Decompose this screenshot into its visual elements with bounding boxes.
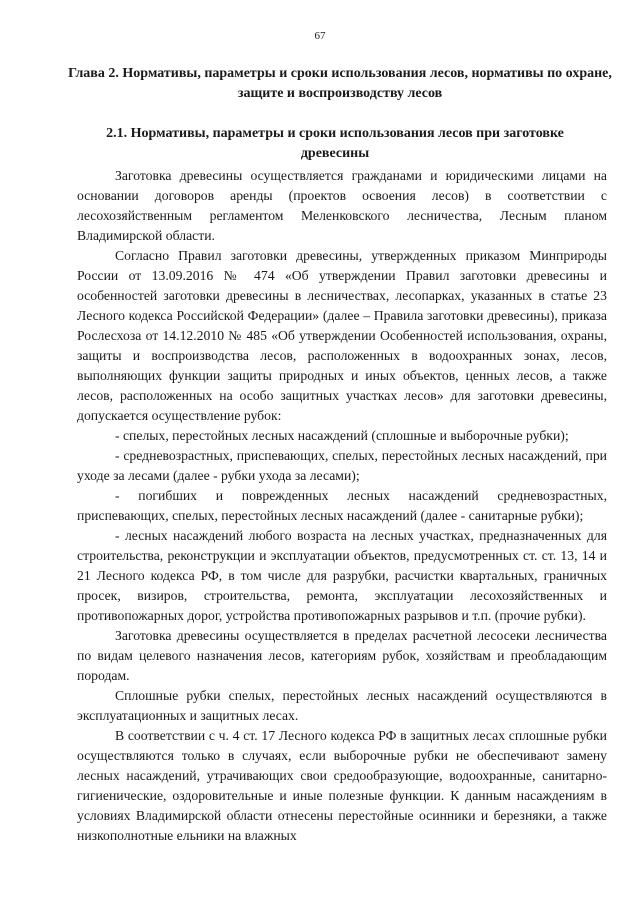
paragraph-intro: Заготовка древесины осуществляется гражданами и юридическими лицами на основании договоров аренды (проектов освоения лесов) в соответствии с лесохозяйственным регламентом Меленковского лесничества, Лесным планом Владимирской области. — [77, 168, 607, 243]
paragraph-forest-code: В соответствии с ч. 4 ст. 17 Лесного кодекса РФ в защитных лесах сплошные рубки осуществляются только в случаях, если выборочные рубки не обеспечивают замену лесных насаждений, утрачивающих свои средообразующие, водоохранные, санитарно-гигиенические, оздоровительные и иные полезные функции. К данным насаждениям в условиях Владимирской области отнесены перестойные осинники и березняки, а также низкополнотные ельники на влажных — [77, 728, 607, 843]
page-number: 67 — [314, 30, 326, 42]
list-item-other-cuttings: - лесных насаждений любого возраста на лесных участках, предназначенных для строительства, реконструкции и эксплуатации объектов, предусмотренных ст. ст. 13, 14 и 21 Лесного кодекса РФ, в том числе для разрубки, расчистки квартальных, граничных просек, визиров, строительства, ремонта, эксплуатации лесохозяйственных и противопожарных дорог, устройства противопожарных разрывов и т.п. (прочие рубки). — [77, 528, 607, 623]
body-text — [77, 166, 607, 846]
paragraph-clear-cuts: Сплошные рубки спелых, перестойных лесных насаждений осуществляются в эксплуатационных и защитных лесах. — [77, 688, 607, 723]
list-item-mature-stands: - спелых, перестойных лесных насаждений (сплошные и выборочные рубки); — [115, 428, 569, 443]
chapter-title: Глава 2. Нормативы, параметры и сроки использования лесов, нормативы по охране, защите и воспроизводству лесов — [68, 66, 612, 101]
paragraph-allowable-cut: Заготовка древесины осуществляется в пределах расчетной лесосеки лесничества по видам целевого назначения лесов, категориям рубок, хозяйствам и преобладающим породам. — [77, 628, 607, 683]
paragraph-rules: Согласно Правил заготовки древесины, утвержденных приказом Минприроды России от 13.09.2016 № 474 «Об утверждении Правил заготовки древесины и особенностей заготовки древесины в лесничествах, лесопарках, указанных в статье 23 Лесного кодекса Российской Федерации» (далее – Правила заготовки древесины), приказа Рослесхоза от 14.12.2010 № 485 «Об утверждении Особенностей использования, охраны, защиты и воспроизводства лесов, расположенных в водоохранных зонах, лесов, выполняющих функции защиты природных и иных объектов, ценных лесов, а также лесов, расположенных на особо защитных участках лесов» для заготовки древесины, допускается осуществление рубок: — [77, 248, 607, 423]
list-item-sanitary: - погибших и поврежденных лесных насаждений средневозрастных, приспевающих, спелых, перестойных лесных насаждений (далее - санитарные рубки); — [77, 488, 607, 523]
section-title: 2.1. Нормативы, параметры и сроки использования лесов при заготовке древесины — [106, 126, 564, 161]
list-item-thinning: - средневозрастных, приспевающих, спелых, перестойных лесных насаждений, при уходе за лесами (далее - рубки ухода за лесами); — [77, 448, 607, 483]
